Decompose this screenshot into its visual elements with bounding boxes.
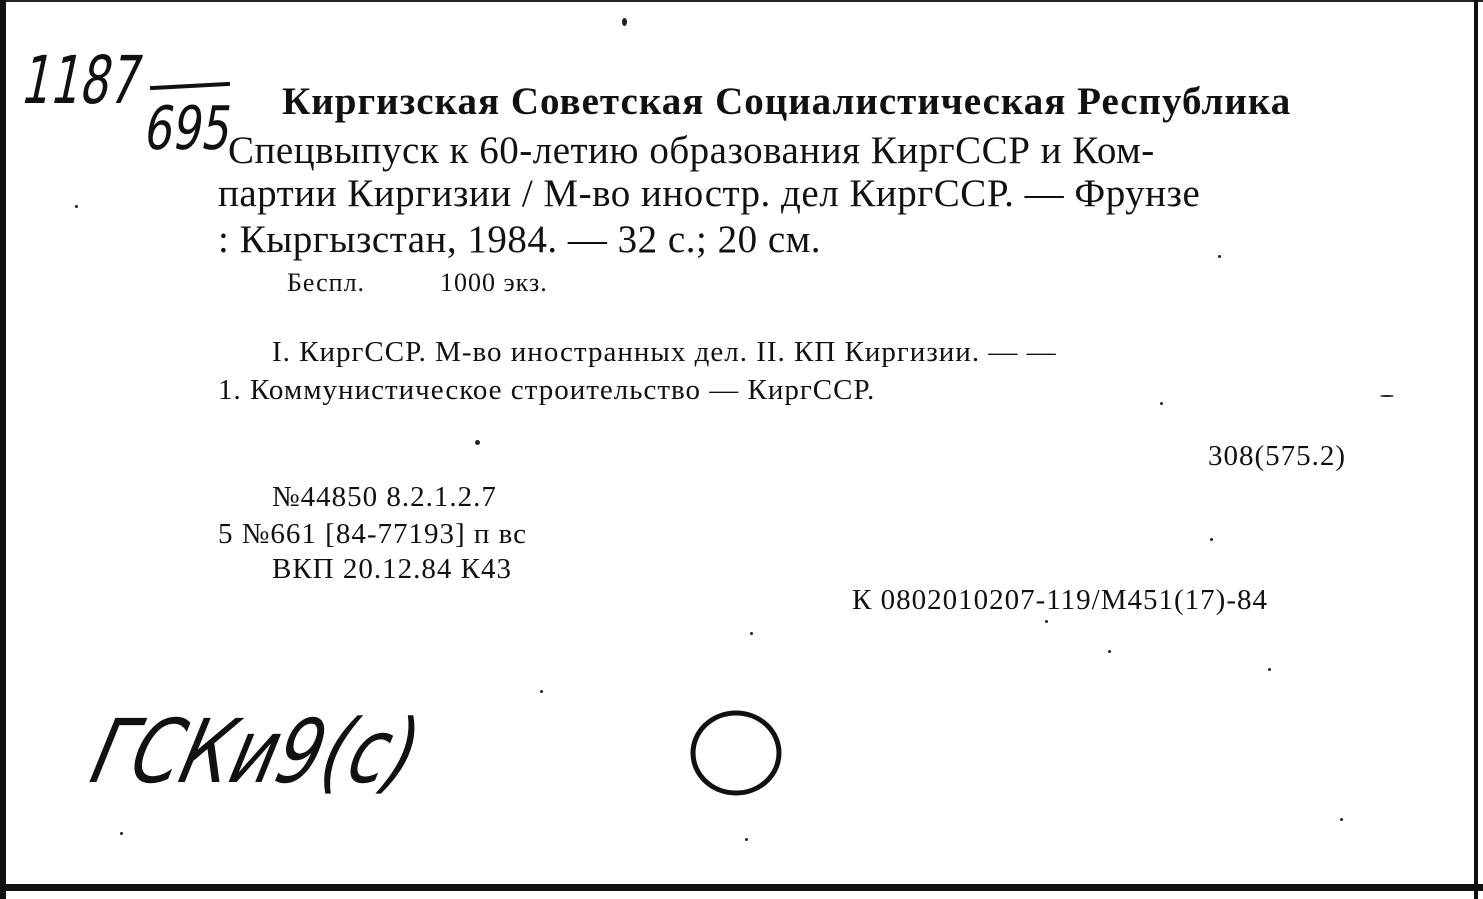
circle-mark-icon	[686, 706, 786, 802]
description-line-2: партии Киргизии / М-во иностр. дел КиргССР. — Фрунзе	[218, 172, 1201, 215]
card-border-top	[0, 0, 1483, 2]
print-run: 1000 экз.	[440, 268, 548, 297]
scan-speck	[622, 18, 627, 26]
scan-speck	[1045, 620, 1048, 623]
scan-speck	[1218, 255, 1221, 258]
scan-speck	[1210, 538, 1213, 541]
scan-speck	[120, 832, 123, 835]
index-code: К 0802010207-119/М451(17)-84	[852, 584, 1268, 616]
description-line-1: Спецвыпуск к 60-летию образования КиргССР и Ком-	[228, 129, 1155, 172]
handwritten-number-strike	[150, 82, 230, 90]
scan-speck	[1380, 395, 1394, 397]
scan-speck	[750, 632, 753, 635]
card-border-bottom	[0, 884, 1483, 891]
scan-speck	[1268, 668, 1271, 671]
card-border-left	[0, 0, 6, 899]
handwritten-number-bottom: 695	[139, 94, 238, 164]
catalog-line-3: ВКП 20.12.84 К43	[272, 553, 512, 585]
catalog-line-1: №44850 8.2.1.2.7	[272, 481, 497, 513]
description-line-3: : Кыргызстан, 1984. — 32 с.; 20 см.	[218, 218, 822, 261]
scan-speck	[540, 690, 543, 693]
handwritten-stamp: ГСКи9(с)	[82, 700, 431, 803]
scan-speck	[745, 838, 748, 841]
subject-line-1: I. КиргССР. М-во иностранных дел. II. КП Киргизии. — —	[272, 336, 1057, 368]
scan-speck	[1340, 818, 1343, 821]
scan-speck	[1108, 650, 1111, 653]
card-title: Киргизская Советская Социалистическая Республика	[282, 80, 1292, 123]
scan-speck	[475, 440, 480, 445]
scan-speck	[1160, 402, 1163, 405]
handwritten-number-top: 1187	[15, 42, 150, 119]
classification-code: 308(575.2)	[1208, 440, 1347, 472]
subject-line-2: 1. Коммунистическое строительство — КиргССР.	[218, 374, 876, 406]
price: Беспл.	[287, 268, 366, 297]
catalog-line-2: 5 №661 [84-77193] п вс	[218, 518, 528, 550]
card-border-right	[1474, 0, 1478, 899]
scan-speck	[75, 205, 78, 208]
